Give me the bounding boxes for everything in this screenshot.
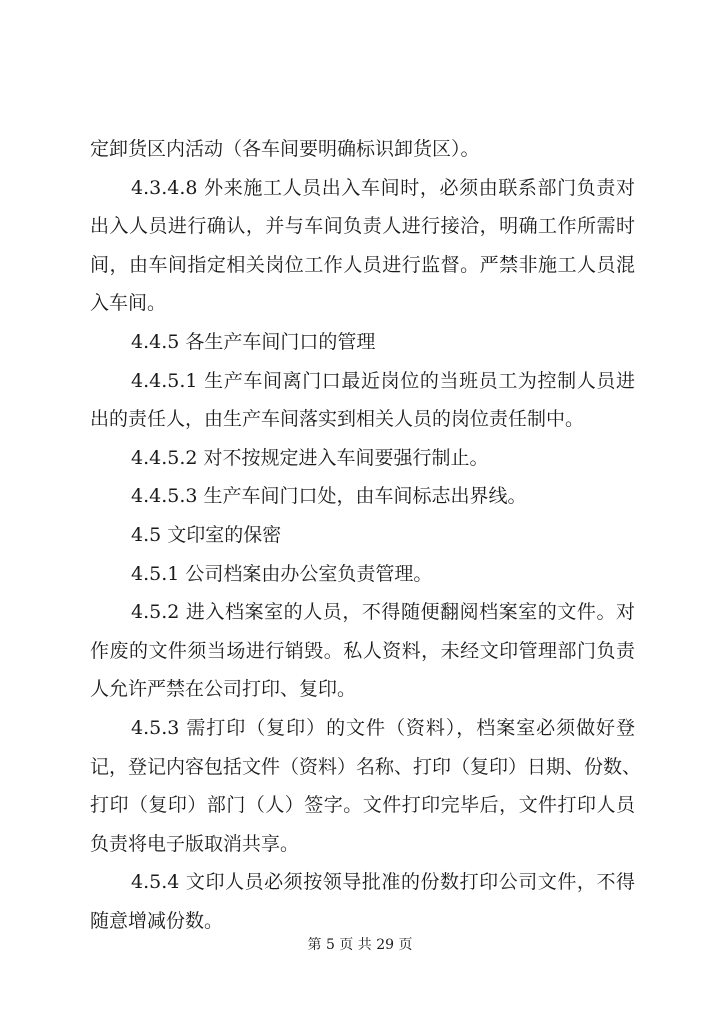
text-line-06: 4.4.5 各生产车间门口的管理 <box>131 330 376 353</box>
body-text <box>90 130 642 940</box>
text-line-18: 打印（复印）部门（人）签字。文件打印完毕后，文件打印人员 <box>90 794 635 817</box>
text-line-17: 记，登记内容包括文件（资料）名称、打印（复印）日期、份数、 <box>90 755 642 778</box>
text-line-13: 4.5.2 进入档案室的人员，不得随便翻阅档案室的文件。对 <box>131 601 635 624</box>
text-line-12: 4.5.1 公司档案由办公室负责管理。 <box>131 562 433 585</box>
text-line-05: 入车间。 <box>90 292 167 315</box>
text-line-16: 4.5.3 需打印（复印）的文件（资料），档案室必须做好登 <box>131 716 635 739</box>
text-line-02: 4.3.4.8 外来施工人员出入车间时，必须由联系部门负责对 <box>131 176 635 199</box>
text-line-01: 定卸货区内活动（各车间要明确标识卸货区）。 <box>90 138 480 160</box>
text-line-11: 4.5 文印室的保密 <box>131 523 282 546</box>
text-line-19: 负责将电子版取消共享。 <box>90 832 300 855</box>
text-line-09: 4.4.5.2 对不按规定进入车间要强行制止。 <box>131 446 489 469</box>
text-line-10: 4.4.5.3 生产车间门口处，由车间标志出界线。 <box>131 485 527 508</box>
text-line-21: 随意增减份数。 <box>90 909 224 932</box>
text-line-15: 人允许严禁在公司打印、复印。 <box>90 678 357 701</box>
text-line-03: 出入人员进行确认，并与车间负责人进行接洽，明确工作所需时 <box>90 215 635 238</box>
page-number-footer: 第 5 页 共 29 页 <box>307 937 413 953</box>
text-line-04: 间，由车间指定相关岗位工作人员进行监督。严禁非施工人员混 <box>90 253 635 276</box>
text-line-14: 作废的文件须当场进行销毁。私人资料，未经文印管理部门负责 <box>90 639 635 662</box>
text-line-07: 4.4.5.1 生产车间离门口最近岗位的当班员工为控制人员进 <box>131 369 635 392</box>
text-line-08: 出的责任人，由生产车间落实到相关人员的岗位责任制中。 <box>90 408 585 431</box>
text-line-20: 4.5.4 文印人员必须按领导批准的份数打印公司文件，不得 <box>131 871 635 894</box>
